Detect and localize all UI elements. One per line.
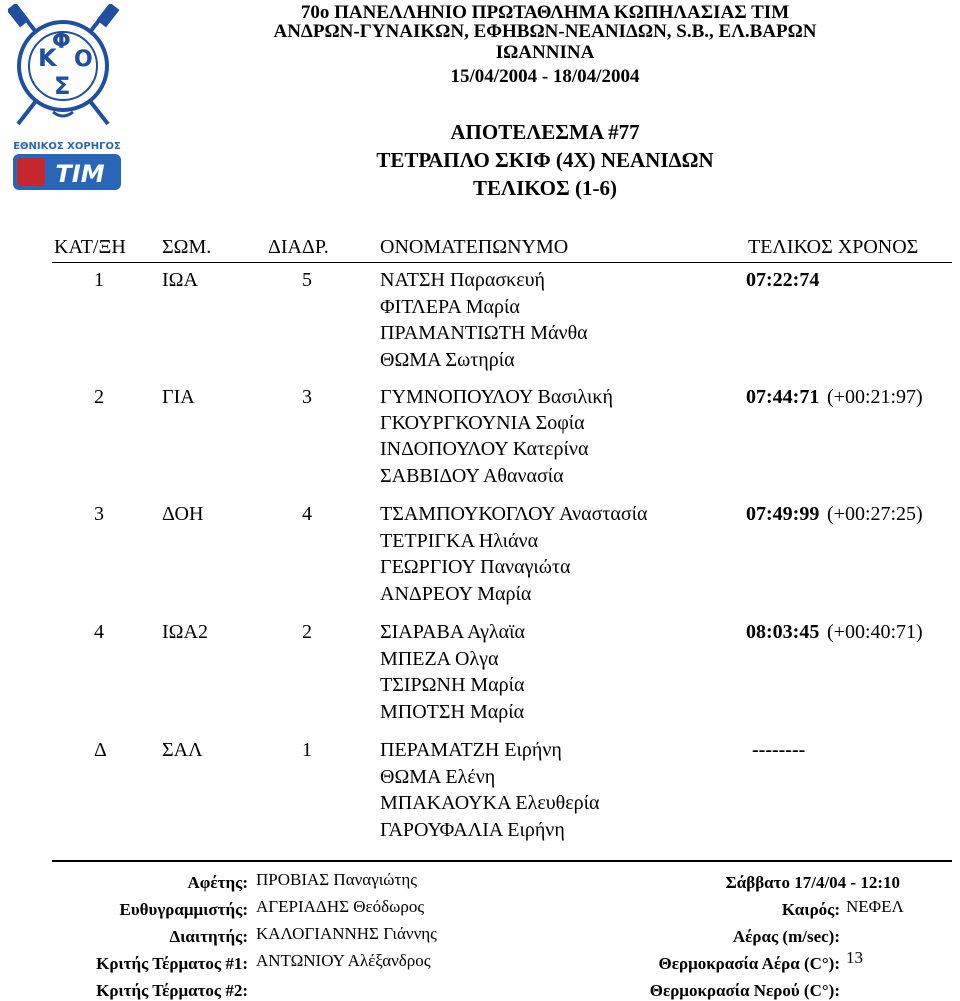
water-temp-label: Θερμοκρασία Νερού (C°):: [649, 981, 840, 1000]
lane: 3: [302, 386, 312, 408]
athlete-name: ΓΑΡΟΥΦΑΛΙΑ Ειρήνη: [380, 819, 565, 841]
lane: 2: [302, 621, 312, 643]
column-club: ΣΩΜ.: [162, 236, 212, 258]
athlete-name: ΝΑΤΣΗ Παρασκευή: [380, 269, 545, 291]
rank: Δ: [94, 739, 107, 761]
aligner-label: Ευθυγραμμιστής:: [119, 900, 248, 919]
final-time: --------: [752, 739, 806, 761]
lane: 5: [302, 269, 312, 291]
logo-letter-o: Ο: [74, 47, 93, 72]
club: ΙΩΑ: [162, 269, 198, 291]
athlete-name: ΤΣΙΡΩΝΗ Μαρία: [380, 674, 525, 696]
time-difference: (+00:40:71): [827, 621, 923, 643]
rank: 2: [94, 386, 104, 408]
kofs-emblem-icon: [8, 4, 126, 194]
round-title: ΤΕΛΙΚΟΣ (1-6): [473, 176, 617, 200]
club: ΔΟΗ: [162, 503, 204, 525]
federation-logo: [8, 4, 126, 194]
wind-label: Αέρας (m/sec):: [732, 927, 840, 946]
club: ΙΩΑ2: [162, 621, 208, 643]
air-temp-label: Θερμοκρασία Αέρα (C°):: [658, 954, 840, 973]
rank: 3: [94, 503, 104, 525]
athlete-name: ΜΠΟΤΣΗ Μαρία: [380, 701, 525, 723]
column-final-time: ΤΕΛΙΚΟΣ ΧΡΟΝΟΣ: [748, 236, 919, 258]
column-rank: ΚΑΤ/ΞΗ: [54, 236, 126, 258]
finish-judge-1-value: ΑΝΤΩΝΙΟΥ Αλέξανδρος: [256, 951, 431, 970]
finish-judge-2-label: Κριτής Τέρματος #2:: [96, 981, 248, 1000]
athlete-name: ΜΠΕΖΑ Ολγα: [380, 648, 499, 670]
starter-label: Αφέτης:: [187, 873, 248, 892]
logo-letter-sigma: Σ: [54, 72, 71, 100]
athlete-name: ΠΕΡΑΜΑΤΖΗ Ειρήνη: [380, 739, 562, 761]
athlete-name: ΑΝΔΡΕΟΥ Μαρία: [380, 583, 532, 605]
athlete-name: ΣΙΑΡΑΒΑ Αγλαϊα: [380, 621, 526, 643]
athlete-name: ΦΙΤΛΕΡΑ Μαρία: [380, 296, 520, 318]
footer-divider: [52, 860, 952, 862]
column-names: ΟΝΟΜΑΤΕΠΩΝΥΜΟ: [380, 236, 569, 258]
athlete-name: ΣΑΒΒΙΔΟΥ Αθανασία: [380, 465, 564, 487]
final-time: 07:49:99: [746, 503, 820, 525]
athlete-name: ΜΠΑΚΑΟΥΚΑ Ελευθερία: [380, 792, 600, 814]
athlete-name: ΓΥΜΝΟΠΟΥΛΟΥ Βασιλική: [380, 386, 613, 408]
final-time: 07:44:71: [746, 386, 820, 408]
referee-label: Διαιτητής:: [169, 927, 248, 946]
column-lane: ΔΙΑΔΡ.: [268, 236, 329, 258]
club: ΣΑΛ: [162, 739, 203, 761]
athlete-name: ΓΚΟΥΡΓΚΟΥΝΙΑ Σοφία: [380, 412, 585, 434]
air-temp-value: 13: [846, 948, 863, 967]
championship-categories: ΑΝΔΡΩΝ-ΓΥΝΑΙΚΩΝ, ΕΦΗΒΩΝ-ΝΕΑΝΙΔΩΝ, S.B., ΕΛ.ΒΑΡΩΝ: [273, 21, 817, 42]
logo-letter-phi: Φ: [52, 29, 71, 54]
event-title: ΤΕΤΡΑΠΛΟ ΣΚΙΦ (4Χ) ΝΕΑΝΙΔΩΝ: [376, 148, 714, 172]
athlete-name: ΙΝΔΟΠΟΥΛΟΥ Κατερίνα: [380, 438, 589, 460]
championship-city: ΙΩΑΝΝΙΝΑ: [495, 42, 595, 63]
logo-letter-k: Κ: [38, 44, 57, 72]
sponsor-caption: ΕΘΝΙΚΟΣ ΧΟΡΗΓΟΣ: [13, 141, 121, 152]
lane: 4: [302, 503, 312, 525]
result-title: ΑΠΟΤΕΛΕΣΜΑ #77: [450, 120, 640, 144]
referee-value: ΚΑΛΟΓΙΑΝΝΗΣ Γιάννης: [256, 924, 437, 943]
aligner-value: ΑΓΕΡΙΑΔΗΣ Θεόδωρος: [256, 897, 425, 916]
weather-value: ΝΕΦΕΛ: [846, 897, 904, 916]
header-divider: [52, 262, 952, 263]
athlete-name: ΘΩΜΑ Σωτηρία: [380, 349, 515, 371]
time-difference: (+00:27:25): [827, 503, 923, 525]
weather-label: Καιρός:: [781, 900, 840, 919]
finish-judge-1-label: Κριτής Τέρματος #1:: [96, 954, 248, 973]
sponsor-name: TIM: [55, 160, 105, 188]
starter-value: ΠΡΟΒΙΑΣ Παναγιώτης: [256, 870, 417, 889]
athlete-name: ΤΣΑΜΠΟΥΚΟΓΛΟΥ Αναστασία: [380, 503, 648, 525]
athlete-name: ΘΩΜΑ Ελένη: [380, 766, 496, 788]
race-datetime: Σάββατο 17/4/04 - 12:10: [725, 873, 900, 892]
athlete-name: ΤΕΤΡΙΓΚΑ Ηλιάνα: [380, 530, 539, 552]
final-time: 07:22:74: [746, 269, 820, 291]
championship-title: 70ο ΠΑΝΕΛΛΗΝΙΟ ΠΡΩΤΑΘΛΗΜΑ ΚΩΠΗΛΑΣΙΑΣ ΤΙΜ: [300, 2, 790, 23]
championship-dates: 15/04/2004 - 18/04/2004: [450, 66, 640, 87]
club: ΓΙΑ: [162, 386, 195, 408]
athlete-name: ΠΡΑΜΑΝΤΙΩΤΗ Μάνθα: [380, 322, 588, 344]
final-time: 08:03:45: [746, 621, 820, 643]
rank: 4: [94, 621, 104, 643]
rank: 1: [94, 269, 104, 291]
athlete-name: ΓΕΩΡΓΙΟΥ Παναγιώτα: [380, 556, 571, 578]
lane: 1: [302, 739, 312, 761]
time-difference: (+00:21:97): [827, 386, 923, 408]
